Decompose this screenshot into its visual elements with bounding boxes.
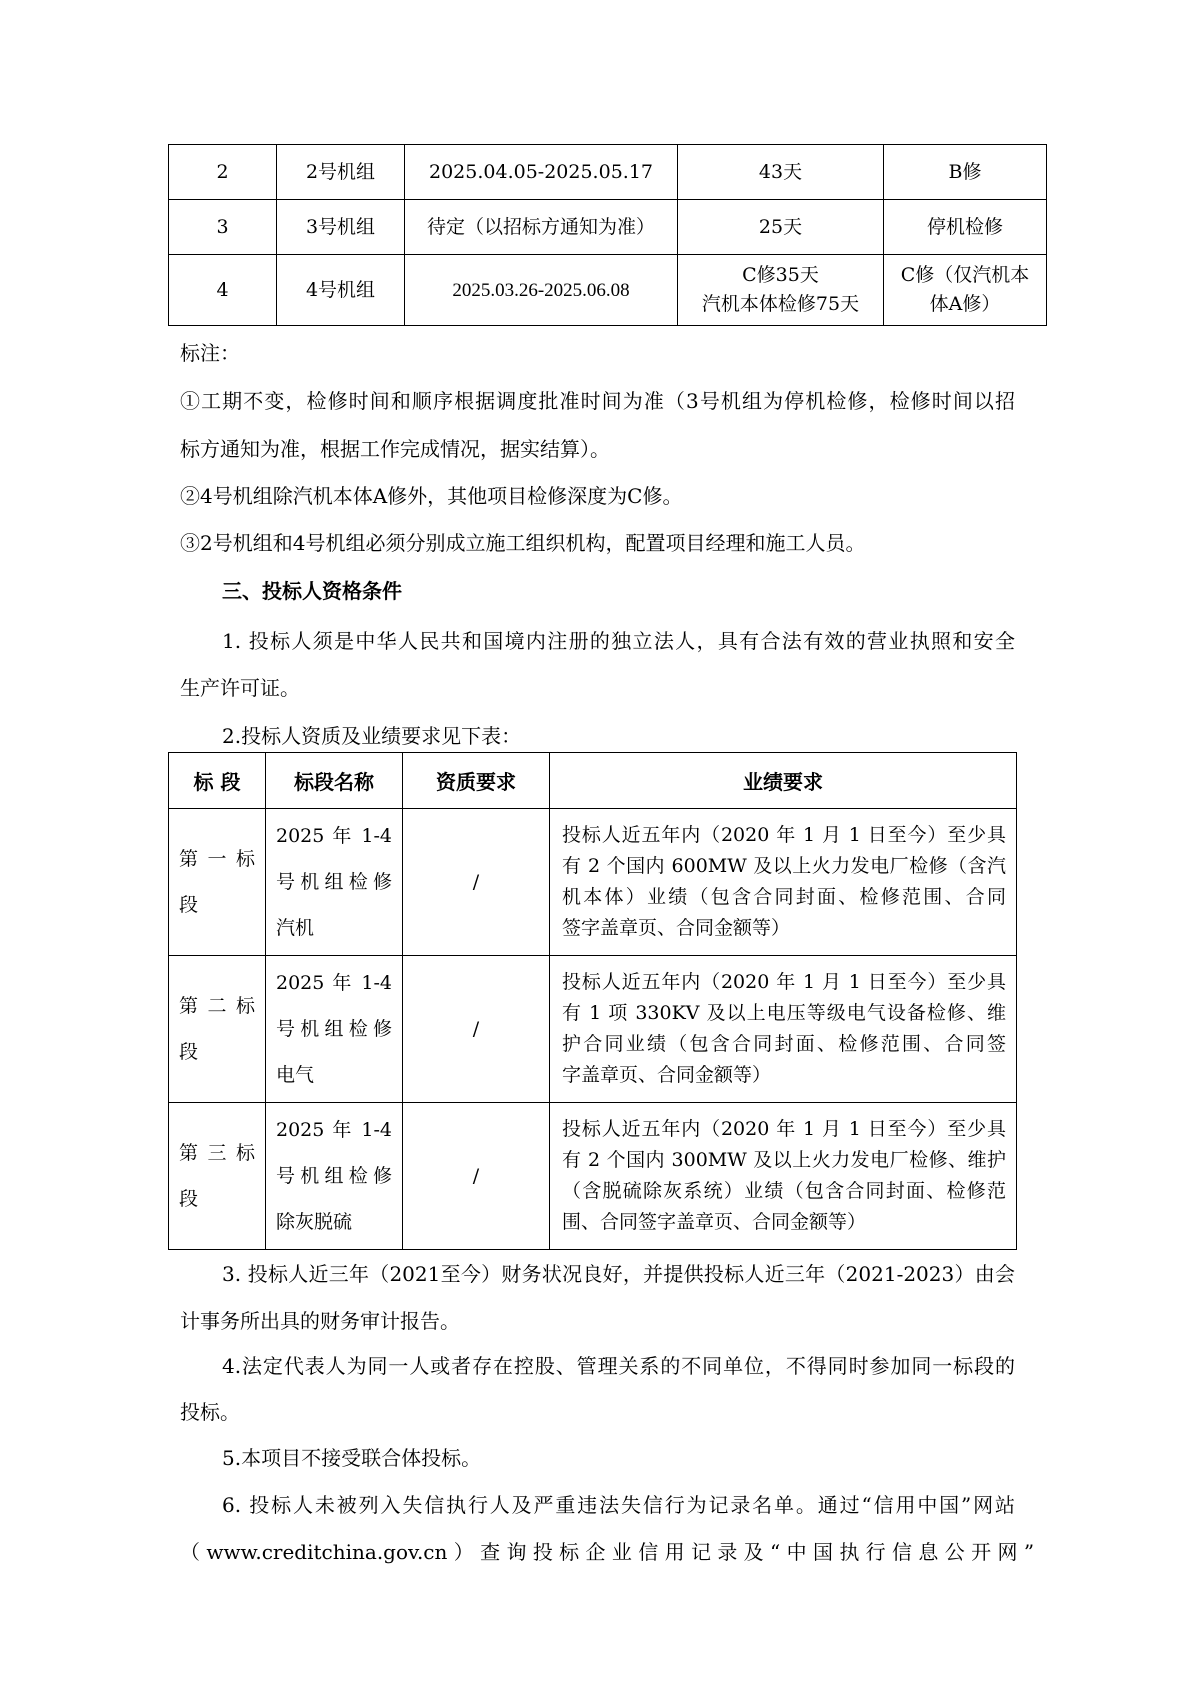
header-qualification: 资质要求 bbox=[403, 753, 550, 809]
note-1-line-1: ①工期不变，检修时间和顺序根据调度批准时间为准（3号机组为停机检修，检修时间以招 bbox=[180, 389, 1015, 413]
qualification-cell: / bbox=[403, 1103, 550, 1250]
paragraph-1-line-1: 1. 投标人须是中华人民共和国境内注册的独立法人，具有合法有效的营业执照和安全 bbox=[222, 629, 1015, 653]
duration: 25天 bbox=[678, 200, 884, 255]
note-1-line-2: 标方通知为准，根据工作完成情况，据实结算）。 bbox=[180, 437, 610, 461]
table-row bbox=[169, 809, 1017, 956]
note-3: ③2号机组和4号机组必须分别成立施工组织机构，配置项目经理和施工人员。 bbox=[180, 531, 866, 555]
duration: 43天 bbox=[678, 145, 884, 200]
duration: C修35天 汽机本体检修75天 bbox=[678, 255, 884, 326]
repair-type: C修（仅汽机本 体A修） bbox=[884, 255, 1047, 326]
qualification-cell: / bbox=[403, 809, 550, 956]
table-header-row bbox=[169, 753, 1017, 809]
header-performance: 业绩要求 bbox=[550, 753, 1017, 809]
paragraph-4-line-2: 投标。 bbox=[180, 1400, 240, 1424]
paragraph-6-line-2: （ www.creditchina.gov.cn ） 查 询 投 标 企 业 信 用 记 录 及 “ 中 国 执 行 信 息 公 开 网 ” bbox=[180, 1540, 1035, 1564]
unit-name: 2号机组 bbox=[277, 145, 405, 200]
unit-name: 4号机组 bbox=[277, 255, 405, 326]
unit-name: 3号机组 bbox=[277, 200, 405, 255]
repair-type: 停机检修 bbox=[884, 200, 1047, 255]
period: 待定（以招标方通知为准） bbox=[405, 200, 678, 255]
segment-cell: 第 二 标 段 bbox=[169, 956, 266, 1103]
repair-type: B修 bbox=[884, 145, 1047, 200]
segment-cell: 第 三 标 段 bbox=[169, 1103, 266, 1250]
section-heading: 三、投标人资格条件 bbox=[222, 579, 402, 603]
performance-cell: 投标人近五年内（2020 年 1 月 1 日至今）至少具 有 2 个国内 300MW 及以上火力发电厂检修、维护 （含脱硫除灰系统）业绩（包含合同封面、检修范 围、合同签字盖章页、合同金额等） bbox=[550, 1103, 1017, 1250]
paragraph-3-line-1: 3. 投标人近三年（2021至今）财务状况良好，并提供投标人近三年（2021-2023）由会 bbox=[222, 1262, 1015, 1286]
schedule-table bbox=[168, 144, 1047, 326]
paragraph-6-line-1: 6. 投标人未被列入失信执行人及严重违法失信行为记录名单。通过“信用中国”网站 bbox=[222, 1493, 1015, 1517]
note-2: ②4号机组除汽机本体A修外，其他项目检修深度为C修。 bbox=[180, 484, 683, 508]
row-no: 2 bbox=[169, 145, 277, 200]
qualification-cell: / bbox=[403, 956, 550, 1103]
header-segment: 标 段 bbox=[169, 753, 266, 809]
row-no: 4 bbox=[169, 255, 277, 326]
table-row bbox=[169, 1103, 1017, 1250]
segment-name-cell: 2025 年 1-4 号机组检修 电气 bbox=[266, 956, 403, 1103]
table-row bbox=[169, 956, 1017, 1103]
period: 2025.04.05-2025.05.17 bbox=[405, 145, 678, 200]
header-segment-name: 标段名称 bbox=[266, 753, 403, 809]
table-row bbox=[169, 145, 1047, 200]
performance-cell: 投标人近五年内（2020 年 1 月 1 日至今）至少具 有 1 项 330KV 及以上电压等级电气设备检修、维 护合同业绩（包含合同封面、检修范围、合同签 字盖章页、合同金额等） bbox=[550, 956, 1017, 1103]
paragraph-5: 5.本项目不接受联合体投标。 bbox=[222, 1446, 482, 1470]
segment-name-cell: 2025 年 1-4 号机组检修 除灰脱硫 bbox=[266, 1103, 403, 1250]
notes-heading: 标注： bbox=[180, 341, 240, 365]
paragraph-3-line-2: 计事务所出具的财务审计报告。 bbox=[180, 1309, 460, 1333]
qualification-table bbox=[168, 752, 1017, 1250]
segment-cell: 第 一 标 段 bbox=[169, 809, 266, 956]
paragraph-4-line-1: 4.法定代表人为同一人或者存在控股、管理关系的不同单位，不得同时参加同一标段的 bbox=[222, 1354, 1015, 1378]
paragraph-2: 2.投标人资质及业绩要求见下表： bbox=[222, 724, 522, 748]
segment-name-cell: 2025 年 1-4 号机组检修 汽机 bbox=[266, 809, 403, 956]
performance-cell: 投标人近五年内（2020 年 1 月 1 日至今）至少具 有 2 个国内 600MW 及以上火力发电厂检修（含汽 机本体）业绩（包含合同封面、检修范围、合同 签字盖章页、合同金额等） bbox=[550, 809, 1017, 956]
table-row bbox=[169, 200, 1047, 255]
period: 2025.03.26-2025.06.08 bbox=[405, 255, 678, 326]
paragraph-1-line-2: 生产许可证。 bbox=[180, 676, 300, 700]
row-no: 3 bbox=[169, 200, 277, 255]
table-row bbox=[169, 255, 1047, 326]
